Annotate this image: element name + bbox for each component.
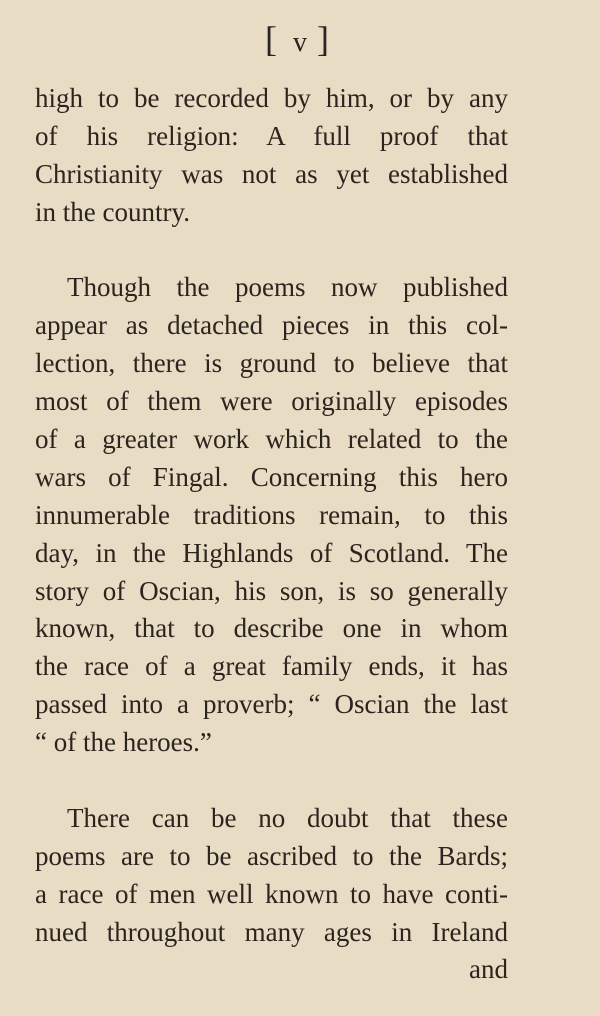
paragraph-gap — [35, 232, 508, 270]
header-right-bracket: ] — [317, 19, 335, 59]
text-line: passed into a proverb; “ Oscian the last — [35, 689, 508, 720]
paragraph-2 — [35, 269, 508, 762]
paragraph-3 — [35, 800, 508, 989]
paragraph-gap — [35, 762, 508, 800]
body-text — [35, 80, 508, 989]
text-line: wars of Fingal. Concerning this hero — [35, 461, 508, 492]
text-line: Though the poems now published — [67, 272, 508, 303]
header-left-bracket: [ — [265, 19, 283, 59]
text-line: There can be no doubt that these — [67, 802, 508, 833]
text-line: most of them were originally episodes — [35, 386, 508, 417]
text-line: “ of the heroes.” — [35, 727, 212, 758]
text-line: appear as detached pieces in this col- — [35, 310, 508, 341]
text-line: innumerable traditions remain, to this — [35, 499, 508, 530]
text-line: of a greater work which related to the — [35, 424, 508, 455]
text-line: nued throughout many ages in Ireland — [35, 916, 508, 947]
text-line: the race of a great family ends, it has — [35, 651, 508, 682]
text-line: lection, there is ground to believe that — [35, 348, 508, 379]
text-line: poems are to be ascribed to the Bards; — [35, 840, 508, 871]
text-line: story of Oscian, his son, is so generally — [35, 575, 508, 606]
catchword: and — [469, 954, 508, 985]
text-line: Christianity was not as yet established — [35, 158, 508, 189]
text-line: known, that to describe one in whom — [35, 613, 508, 644]
text-line: high to be recorded by him, or by any — [35, 83, 508, 113]
text-line: a race of men well known to have conti- — [35, 878, 508, 909]
text-line: of his religion: A full proof that — [35, 120, 508, 151]
page-header — [0, 14, 600, 64]
paragraph-1 — [35, 80, 508, 232]
text-line: in the country. — [35, 196, 190, 227]
page-number: v — [293, 27, 307, 58]
text-line: day, in the Highlands of Scotland. The — [35, 537, 508, 568]
